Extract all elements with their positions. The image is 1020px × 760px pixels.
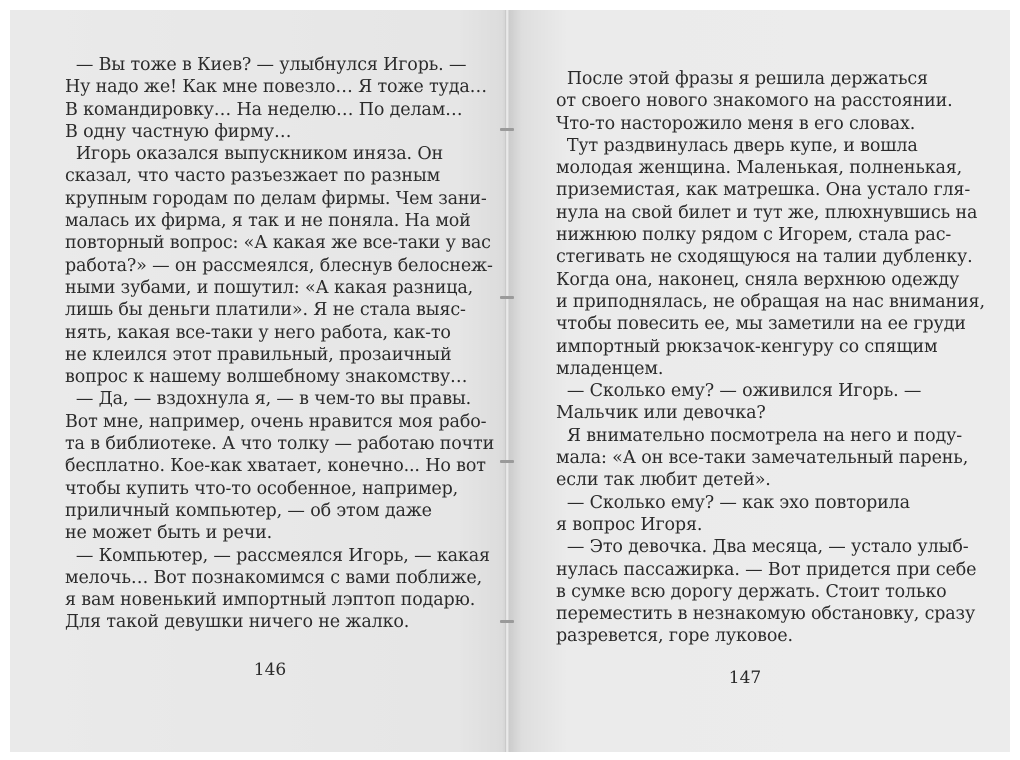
text-line: Тут раздвинулась дверь купе, и вошла: [556, 135, 918, 156]
text-line: — Да, — вздохнула я, — в чем-то вы правы.: [65, 389, 472, 410]
text-line: После этой фразы я решила держаться: [556, 69, 928, 89]
text-line: та в библиотеке. А что толку — работаю почти: [65, 434, 495, 455]
right-page-text: [556, 68, 985, 648]
text-line: — Компьютер, — рассмеялся Игорь, — какая: [65, 545, 490, 566]
text-line: Игорь оказался выпускником иняза. Он: [65, 144, 444, 165]
right-page-number: 147: [728, 668, 762, 688]
text-line: крупным городам по делам фирмы. Чем зани-: [65, 188, 487, 209]
left-page-text: [65, 54, 495, 634]
text-line: младенцем.: [556, 358, 664, 379]
text-line: Когда она, наконец, сняла верхнюю одежду: [556, 269, 960, 290]
text-line: переместить в незнакомую обстановку, сразу: [556, 604, 976, 625]
binding-stitch: [500, 620, 514, 623]
right-page: [507, 10, 1010, 752]
text-line: чтобы купить что-то особенное, например,: [65, 478, 459, 499]
text-line: повторный вопрос: «А какая же все-таки у вас: [65, 233, 491, 254]
text-line: мелочь… Вот познакомимся с вами поближе,: [65, 567, 483, 588]
text-line: не клеился этот правильный, прозаичный: [65, 344, 452, 365]
text-line: Мальчик или девочка?: [556, 403, 766, 424]
left-page: [10, 10, 507, 752]
text-line: не может быть и речи.: [65, 523, 273, 544]
binding-stitch: [500, 128, 514, 131]
left-page-number: 146: [253, 660, 287, 680]
text-line: В одну частную фирму…: [65, 121, 292, 142]
text-line: Вот мне, например, очень нравится моя рабо-: [65, 411, 487, 432]
text-line: я вам новенький импортный лэптоп подарю.: [65, 590, 476, 611]
text-line: от своего нового знакомого на расстоянии.: [556, 91, 953, 112]
text-line: если так любит детей».: [556, 470, 771, 491]
text-line: приличный компьютер, — об этом даже: [65, 500, 432, 521]
text-line: приземистая, как матрешка. Она устало гля-: [556, 180, 971, 201]
text-line: Я внимательно посмотрела на него и поду-: [556, 425, 963, 446]
text-line: молодая женщина. Маленькая, полненькая,: [556, 158, 963, 179]
text-line: Для такой девушки ничего не жалко.: [65, 612, 410, 633]
text-line: чтобы повесить ее, мы заметили на ее груди: [556, 314, 966, 335]
text-line: вопрос к нашему волшебному знакомству…: [65, 367, 468, 388]
text-line: разревется, горе луковое.: [556, 626, 793, 647]
text-line: ными зубами, и пошутил: «А какая разница,: [65, 277, 474, 298]
text-line: в сумке всю дорогу держать. Стоит только: [556, 581, 947, 602]
text-line: лишь бы деньги платили». Я не стала выяс-: [65, 300, 466, 321]
text-line: — Вы тоже в Киев? — улыбнулся Игорь. —: [65, 55, 467, 75]
book-gutter: [505, 10, 509, 752]
text-line: малась их фирма, я так и не поняла. На мой: [65, 211, 471, 232]
text-line: сказал, что часто разъезжает по разным: [65, 166, 441, 187]
text-line: — Сколько ему? — оживился Игорь. —: [556, 381, 922, 402]
text-line: работа?» — он рассмеялся, блеснув белоснеж-: [65, 255, 493, 276]
text-line: нулась пассажирка. — Вот придется при себе: [556, 559, 977, 580]
text-line: — Сколько ему? — как эхо повторила: [556, 492, 910, 513]
text-line: бесплатно. Кое-как хватает, конечно... Но вот: [65, 456, 486, 477]
text-line: нять, какая все-таки у него работа, как-то: [65, 322, 451, 343]
text-line: — Это девочка. Два месяца, — устало улыб-: [556, 537, 969, 558]
text-line: стегивать не сходящуюся на талии дубленку.: [556, 247, 973, 268]
text-line: импортный рюкзачок-кенгуру со спящим: [556, 336, 938, 357]
text-line: и приподнялась, не обращая на нас внимания,: [556, 291, 985, 312]
text-line: В командировку… На неделю… По делам…: [65, 99, 463, 120]
text-line: я вопрос Игоря.: [556, 514, 703, 535]
text-line: мала: «А он все-таки замечательный парень,: [556, 448, 969, 469]
text-line: Ну надо же! Как мне повезло… Я тоже туда…: [65, 77, 487, 98]
text-line: Что-то насторожило меня в его словах.: [556, 113, 916, 134]
binding-stitch: [500, 460, 514, 463]
text-line: нула на свой билет и тут же, плюхнувшись на: [556, 202, 978, 223]
text-line: нижнюю полку рядом с Игорем, стала рас-: [556, 225, 952, 246]
binding-stitch: [500, 296, 514, 299]
